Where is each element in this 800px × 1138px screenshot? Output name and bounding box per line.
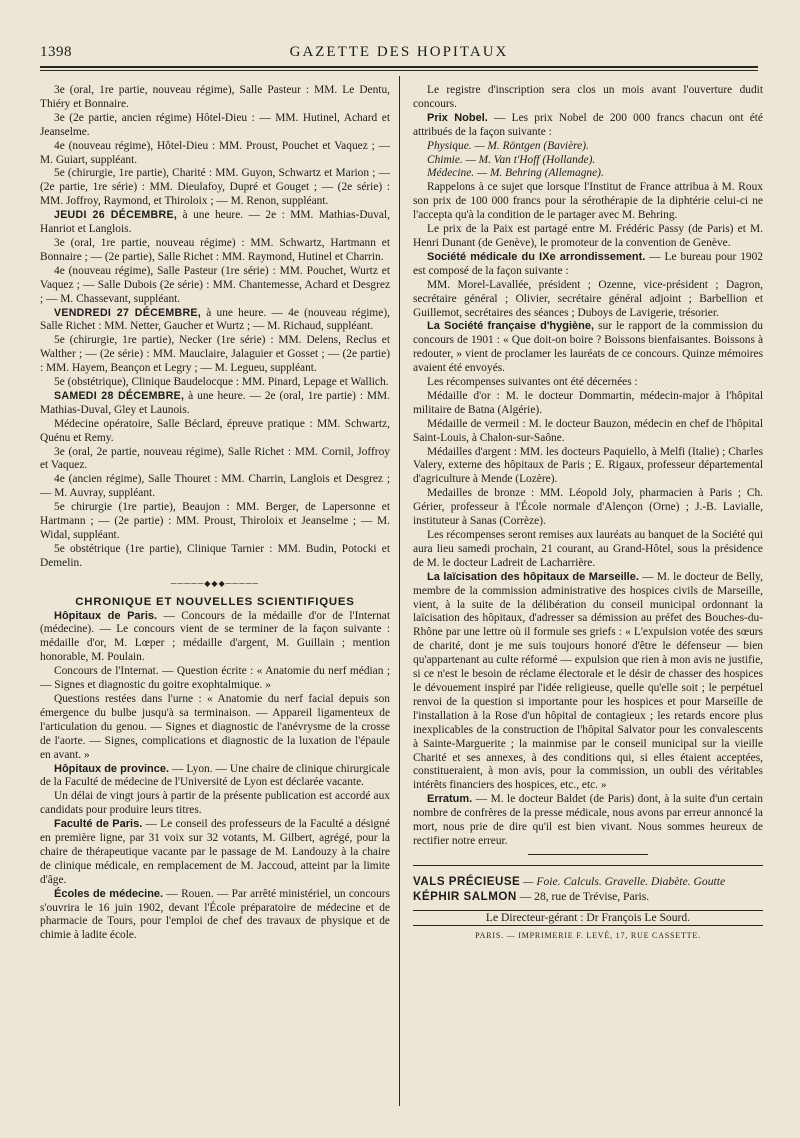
news-paragraph: Le prix de la Paix est partagé entre M. Frédéric Passy (de Paris) et M. Henri Dunant (de Genève), le promoteur de la convention de Genève. bbox=[413, 223, 763, 249]
news-paragraph: Médaille de vermeil : M. le docteur Bauzon, médecin en chef de l'hôpital Saint-Louis, à Chalon-sur-Saône. bbox=[413, 417, 763, 444]
ornament-divider: ─────◆◆◆───── bbox=[170, 578, 260, 588]
news-item: Société médicale du IXe arrondissement. — Le bureau pour 1902 est composé de la façon suivante : bbox=[413, 250, 763, 277]
header-rule-thin bbox=[40, 70, 758, 71]
news-heading: La Société française d'hygiène, bbox=[427, 320, 595, 333]
news-item: Erratum. — M. le docteur Baldet (de Paris) dont, à la suite d'un certain nombre de confrères de la presse médicale, nous avons par erreur annoncé la mort, nous prie de dire qu'il est bien vivant. Nous sommes heureux de rectifier notre erreur. bbox=[413, 793, 763, 847]
news-heading: Société médicale du IXe arrondissement. bbox=[427, 250, 646, 263]
news-heading: Écoles de médecine. bbox=[54, 887, 164, 900]
advertisement: KÉPHIR SALMON — 28, rue de Trévise, Paris. bbox=[413, 889, 650, 903]
day-heading: SAMEDI 28 DÉCEMBRE, bbox=[54, 389, 185, 402]
news-item: Hôpitaux de Paris. — Concours de la médaille d'or de l'Internat (médecine). — Le concours vient de se terminer de la façon suivante : médaille d'or, M. Lœper ; médaille d'argent, M. Guillain ; mention honorable, M. Poulain. bbox=[40, 609, 390, 664]
news-paragraph: Rappelons à ce sujet que lorsque l'Institut de France attribua à M. Roux son prix de 100 000 francs pour la sérothérapie de la diphtérie celui-ci ne l'accepta qu'à la condition de le partager avec M. Behring. bbox=[413, 181, 763, 222]
news-heading: Hôpitaux de province. bbox=[54, 762, 170, 775]
exam-entry: 5e obstétrique (1re partie), Clinique Tarnier : MM. Budin, Potocki et Demelin. bbox=[40, 542, 390, 569]
exam-day-entry: JEUDI 26 DÉCEMBRE, à une heure. — 2e : MM. Mathias-Duval, Hanriot et Langlois. bbox=[40, 209, 390, 236]
news-paragraph: Medailles de bronze : MM. Léopold Joly, pharmacien à Paris ; Ch. Gérier, professeur à l'École normale d'Alençon (Orne) ; J.-B. Lavialle, instituteur à Sanas (Corrèze). bbox=[413, 487, 763, 528]
news-paragraph: Questions restées dans l'urne : « Anatomie du nerf facial depuis son émergence du bulbe jusqu'à sa terminaison. — Appareil ligamenteux de l'articulation du genou. — Signes et diagnostic de l'anévrysme de la crosse de l'aorte. — Signes, complications et diagnostic de la luxation de l'épaule en avant. » bbox=[40, 692, 390, 761]
printer-line: PARIS. — IMPRIMERIE F. LEVÉ, 17, RUE CASSETTE. bbox=[413, 925, 763, 943]
news-item: La laïcisation des hôpitaux de Marseille. — M. le docteur de Belly, membre de la commission administrative des hospices civils de Marseille, vient, à la suite de la délibération du conseil municipal ordonnant la laïcisation des hôpitaux, d'adresser sa démission au préfet des Bouches-du-Rhône par une lettre où il formule ses griefs : « L'expulsion votée des sœurs de charité, dont je me suis toujours honoré d'être le défenseur — bien qu'appartenant au culte réformé — expulsion que rien à mon avis ne justifie, si ce n'est le besoin de réclame électorale et le désir de chasser des hospices le dévouement inspiré par l'idée religieuse, quelle qu'elle soit ; le perpétuel renvoi de la question si importante pour les hospices et pour Marseille de l'installation à la Rose d'un hôpital de contagieux ; les retards encore plus inexplicables de la construction de l'hôpital Salvator pour les convalescents à Sainte-Marguerite ; la mainmise par le conseil municipal sur la vieille Charité et ses annexes, à des conditions qui, si elles étaient acceptées, constitueraient, à mon avis, pour la commission, un oubli des véritables intérêts financiers des hospices, etc., etc. » bbox=[413, 570, 763, 792]
page-header bbox=[40, 44, 758, 64]
exam-entry: 3e (oral, 2e partie, nouveau régime), Salle Richet : MM. Cornil, Joffroy et Vaquez. bbox=[40, 445, 390, 472]
exam-entry: 5e (obstétrique), Clinique Baudelocque : MM. Pinard, Lepage et Wallich. bbox=[54, 376, 389, 389]
prize-line: Chimie. — M. Van t'Hoff (Hollande). bbox=[427, 153, 596, 166]
news-paragraph: Médailles d'argent : MM. les docteurs Paquiello, à Melfi (Italie) ; Charles Valery, externe des hôpitaux de Paris ; E. Rigaux, professeur départemental d'agriculture à Mende (Lozère). bbox=[413, 445, 763, 486]
news-heading: Erratum. bbox=[427, 793, 473, 806]
exam-entry: 3e (2e partie, ancien régime) Hôtel-Dieu : — MM. Hutinel, Achard et Jeanselme. bbox=[40, 111, 390, 138]
exam-entry: 4e (ancien régime), Salle Thouret : MM. Charrin, Langlois et Desgrez ; — M. Auvray, suppléant. bbox=[40, 473, 390, 500]
news-heading: La laïcisation des hôpitaux de Marseille. bbox=[427, 570, 639, 583]
ad-brand: KÉPHIR SALMON bbox=[413, 889, 517, 903]
exam-day-entry: VENDREDI 27 DÉCEMBRE, à une heure. — 4e (nouveau régime), Salle Richet : MM. Netter, Gaucher et Wurtz ; — M. Richaud, suppléant. bbox=[40, 306, 390, 333]
news-paragraph: Les récompenses suivantes ont été décernées : bbox=[427, 376, 638, 389]
news-paragraph: MM. Morel-Lavallée, président ; Ozenne, vice-président ; Dagron, secrétaire général ; Olivier, secrétaire général adjoint ; Barbellion et Guillemot, secrétaires des séances ; Duboys de Lavigerie, trésorier. bbox=[413, 278, 763, 319]
exam-entry: 4e (nouveau régime), Salle Pasteur (1re série) : MM. Pouchet, Wurtz et Vaquez ; — Salle Dubois (2e série) : MM. Chantemesse, Achard et Desgrez ; — M. Chassevant, suppléant. bbox=[40, 264, 390, 305]
managing-director: Le Directeur-gérant : Dr François Le Sourd. bbox=[485, 910, 691, 924]
page-number: 1398 bbox=[40, 44, 72, 60]
news-paragraph: Le registre d'inscription sera clos un mois avant l'ouverture dudit concours. bbox=[413, 84, 763, 110]
section-title: CHRONIQUE ET NOUVELLES SCIENTIFIQUES bbox=[75, 595, 355, 608]
news-item: La Société française d'hygiène, sur le rapport de la commission du concours de 1901 : « Que doit-on boire ? Boissons bienfaisantes. Boissons à redouter, » vient de proclamer les lauréats de ce concours. Quinze mémoires avaient été envoyés. bbox=[413, 320, 763, 375]
exam-entry: 3e (oral, 1re partie, nouveau régime) : MM. Schwartz, Hartmann et Bonnaire ; — (2e partie), Salle Richet : MM. Raymond, Hutinel et Charrin. bbox=[40, 236, 390, 263]
day-heading: VENDREDI 27 DÉCEMBRE, bbox=[54, 306, 202, 319]
column-divider bbox=[399, 76, 400, 1106]
short-divider bbox=[528, 854, 648, 855]
news-paragraph: Les récompenses seront remises aux lauréats au banquet de la Société qui aura lieu samedi prochain, 21 courant, au Grand-Hôtel, sous la présidence de M. le docteur Ladreit de Lacharrière. bbox=[413, 529, 763, 569]
exam-day-entry: SAMEDI 28 DÉCEMBRE, à une heure. — 2e (oral, 1re partie) : MM. Mathias-Duval, Gley et Launois. bbox=[40, 389, 390, 416]
news-item: Écoles de médecine. — Rouen. — Par arrêté ministériel, un concours s'ouvrira le 16 juin 1902, devant l'École préparatoire de médecine et de pharmacie de Tours, pour l'emploi de chef des travaux de physique et de chimie à ladite école. bbox=[40, 887, 390, 942]
journal-title: GAZETTE DES HOPITAUX bbox=[289, 44, 509, 60]
exam-entry: 3e (oral, 1re partie, nouveau régime), Salle Pasteur : MM. Le Dentu, Thiéry et Bonnaire. bbox=[40, 84, 390, 110]
ad-brand: VALS PRÉCIEUSE bbox=[413, 874, 521, 888]
advertisement: VALS PRÉCIEUSE — Foie. Calculs. Gravelle. Diabète. Goutte bbox=[413, 874, 726, 888]
prize-line: Physique. — M. Röntgen (Bavière). bbox=[427, 139, 589, 152]
exam-entry: 5e (chirurgie, 1re partie), Charité : MM. Guyon, Schwartz et Marion ; — (2e partie, 1re série) : MM. Dieulafoy, Dupré et Gouget ; — (2e série) : MM. Joffroy, Raymond, et Thiroloix ; — M. Renon, suppléant. bbox=[40, 167, 390, 208]
exam-entry: 5e (chirurgie, 1re partie), Necker (1re série) : MM. Delens, Reclus et Walther ; — (2e série) : MM. Mauclaire, Jalaguier et Gosset ; — (2e partie) : MM. Hayem, Beançon et Legry ; — M. Legueu, suppléant. bbox=[40, 334, 390, 375]
day-heading: JEUDI 26 DÉCEMBRE, bbox=[54, 209, 178, 222]
exam-entry: 4e (nouveau régime), Hôtel-Dieu : MM. Proust, Pouchet et Vaquez ; — M. Guiart, suppléant. bbox=[40, 139, 390, 166]
exam-entry: 5e chirurgie (1re partie), Beaujon : MM. Berger, de Lapersonne et Hartmann ; — (2e partie) : MM. Proust, Thiroloix et Jeanselme ; — M. Widal, suppléant. bbox=[40, 501, 390, 541]
news-heading: Prix Nobel. bbox=[427, 111, 488, 124]
news-paragraph: Un délai de vingt jours à partir de la présente publication est accordé aux candidats pour produire leurs titres. bbox=[40, 790, 390, 817]
prize-line: Médecine. — M. Behring (Allemagne). bbox=[427, 167, 604, 180]
news-item: Hôpitaux de province. — Lyon. — Une chaire de clinique chirurgicale de la Faculté de médecine de l'Université de Lyon est déclarée vacante. bbox=[40, 762, 390, 789]
news-paragraph: Médaille d'or : M. le docteur Dommartin, médecin-major à l'hôpital militaire de Batna (Algérie). bbox=[413, 389, 763, 416]
news-item: Prix Nobel. — Les prix Nobel de 200 000 francs chacun ont été attribués de la façon suivante : bbox=[413, 111, 763, 138]
exam-entry: Médecine opératoire, Salle Béclard, épreuve pratique : MM. Schwartz, Quénu et Remy. bbox=[40, 417, 390, 444]
news-paragraph: Concours de l'Internat. — Question écrite : « Anatomie du nerf médian ; — Signes et diagnostic du goitre exophtalmique. » bbox=[40, 665, 390, 692]
header-rule bbox=[40, 66, 758, 68]
news-heading: Hôpitaux de Paris. bbox=[54, 609, 158, 622]
ad-divider bbox=[413, 865, 763, 866]
news-heading: Faculté de Paris. bbox=[54, 818, 143, 831]
news-item: Faculté de Paris. — Le conseil des professeurs de la Faculté a désigné en première ligne, par 31 voix sur 32 votants, M. Gilbert, agrégé, pour la chaire de thérapeutique vacante par le passage de M. Landouzy à la chaire de clinique médicale, en remplacement de M. Jaccoud, atteint par la limite d'âge. bbox=[40, 818, 390, 886]
left-column bbox=[40, 84, 390, 943]
right-column bbox=[413, 84, 763, 943]
